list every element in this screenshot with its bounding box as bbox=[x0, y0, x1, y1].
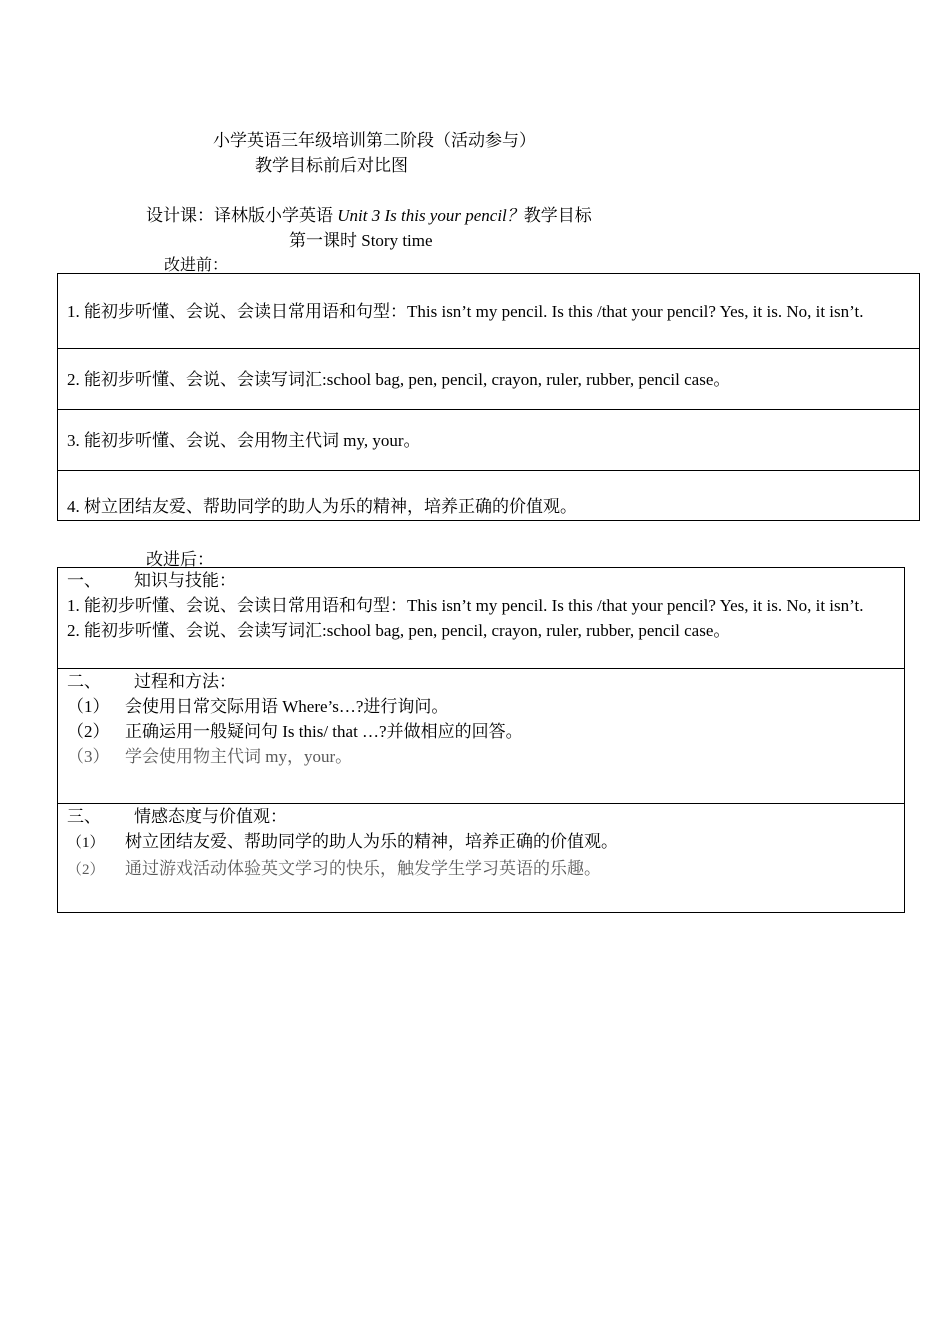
list-item: 2. 能初步听懂、会说、会读写词汇:school bag, pen, pencil, crayon, ruler, rubber, pencil case。 bbox=[67, 621, 731, 640]
table-row bbox=[58, 471, 920, 521]
table-row bbox=[58, 804, 905, 913]
design-suffix: 教学目标 bbox=[523, 206, 592, 225]
page-title: 小学英语三年级培训第二阶段（活动参与） bbox=[213, 131, 536, 150]
process-methods-cell bbox=[58, 669, 905, 804]
attitude-values-cell bbox=[58, 804, 905, 913]
knowledge-skills-cell bbox=[58, 568, 905, 669]
section-heading: 一、 知识与技能： bbox=[67, 571, 236, 590]
list-item: （3） 学会使用物主代词 my，your。 bbox=[67, 747, 353, 766]
after-objectives-table bbox=[57, 567, 905, 913]
objective-cell: 4. 树立团结友爱、帮助同学的助人为乐的精神，培养正确的价值观。 bbox=[58, 471, 920, 521]
after-label: 改进后： bbox=[146, 550, 214, 569]
table-row bbox=[58, 568, 905, 669]
list-item: （1） 树立团结友爱、帮助同学的助人为乐的精神，培养正确的价值观。 bbox=[67, 832, 618, 851]
design-lesson-line bbox=[146, 201, 592, 226]
table-row bbox=[58, 669, 905, 804]
table-row bbox=[58, 410, 920, 471]
list-item: 1. 能初步听懂、会说、会读日常用语和句型：This isn’t my pencil. Is this /that your pencil? Yes, it is. No, it isn’t. bbox=[67, 596, 864, 615]
list-item: （2） 正确运用一般疑问句 Is this/ that …?并做相应的回答。 bbox=[67, 722, 523, 741]
section-heading: 二、 过程和方法： bbox=[67, 672, 236, 691]
page-subtitle: 教学目标前后对比图 bbox=[255, 156, 408, 175]
objective-cell: 3. 能初步听懂、会说、会用物主代词 my, your。 bbox=[58, 410, 920, 471]
before-label: 改进前： bbox=[164, 257, 229, 274]
table-row bbox=[58, 274, 920, 349]
list-item: （2） 通过游戏活动体验英文学习的快乐，触发学生学习英语的乐趣。 bbox=[67, 859, 601, 878]
design-prefix: 设计课：译林版小学英语 bbox=[146, 206, 338, 225]
list-item: （1） 会使用日常交际用语 Where’s…?进行询问。 bbox=[67, 697, 449, 716]
lesson-period: 第一课时 Story time bbox=[289, 231, 433, 250]
design-unit: Unit 3 Is this your pencil？ bbox=[337, 206, 524, 225]
section-heading: 三、 情感态度与价值观： bbox=[67, 807, 287, 826]
objective-cell: 1. 能初步听懂、会说、会读日常用语和句型：This isn’t my pencil. Is this /that your pencil? Yes, it is. No, it isn’t. bbox=[58, 274, 920, 349]
table-row bbox=[58, 349, 920, 410]
objective-cell: 2. 能初步听懂、会说、会读写词汇:school bag, pen, pencil, crayon, ruler, rubber, pencil case。 bbox=[58, 349, 920, 410]
before-objectives-table bbox=[57, 273, 920, 521]
